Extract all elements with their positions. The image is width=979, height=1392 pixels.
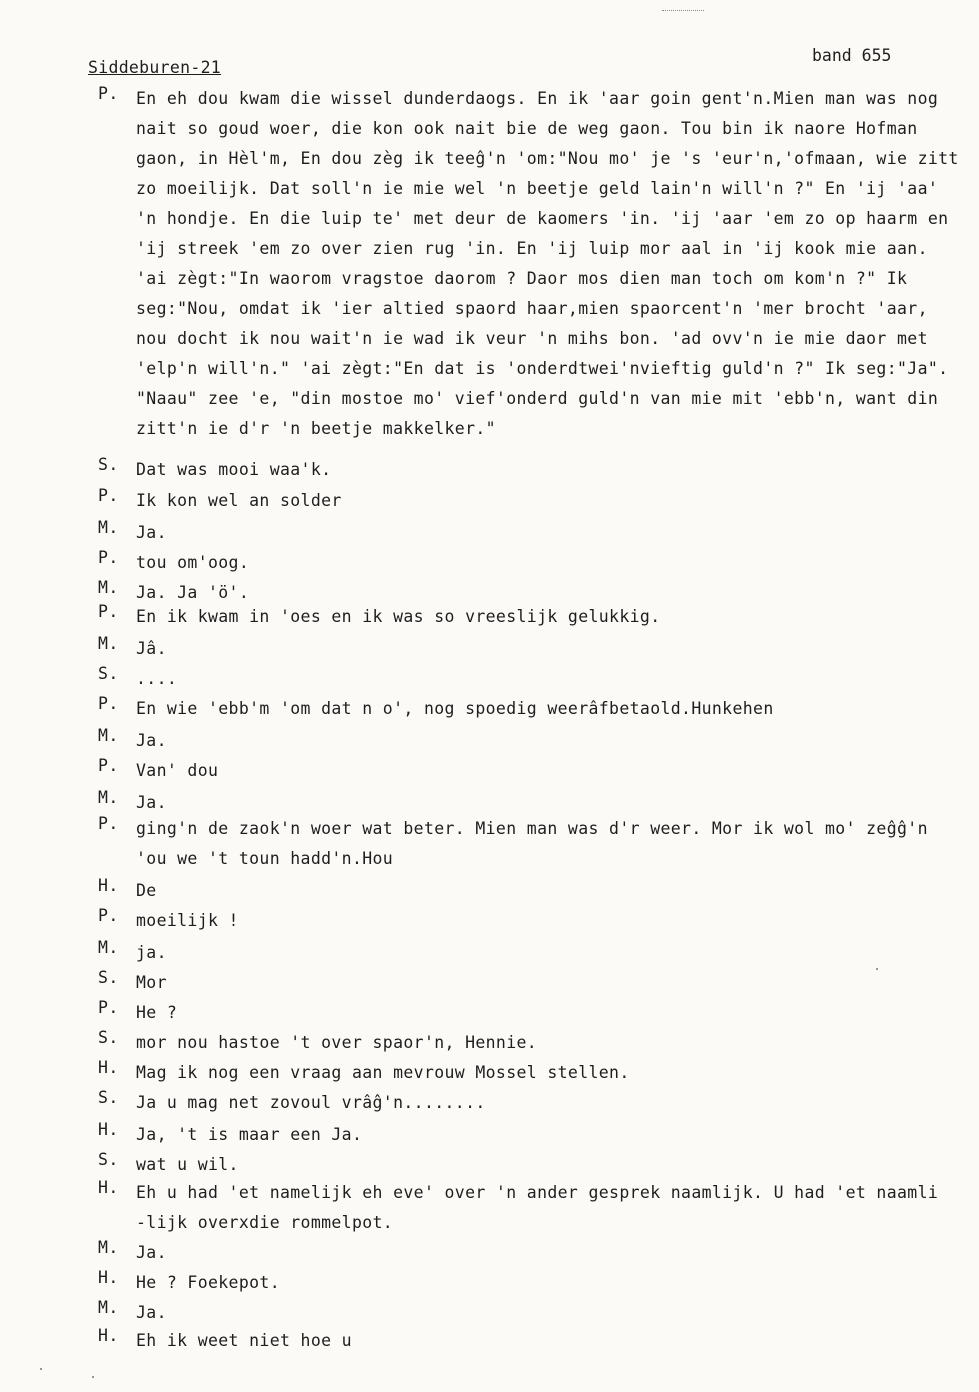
- utterance-line: "Naau" zee 'e, "din mostoe mo' vief'onderd guld'n van mie mit 'ebb'n, want din: [136, 389, 939, 408]
- speaker-label: S.: [98, 664, 119, 683]
- utterance-line: Dat was mooi waa'k.: [136, 460, 332, 479]
- utterance-text: [136, 814, 972, 874]
- utterance-text: [136, 1268, 972, 1298]
- utterance-line: Ja u mag net zovoul vrâĝ'n........: [136, 1093, 486, 1112]
- utterance-line: Ja, 't is maar een Ja.: [136, 1125, 363, 1144]
- speaker-label: M.: [98, 726, 119, 745]
- utterance-text: [136, 1058, 972, 1088]
- utterance-line: Ja.: [136, 523, 167, 542]
- utterance-line: Eh u had 'et namelijk eh eve' over 'n ander gesprek naamlijk. U had 'et naamli: [136, 1183, 939, 1202]
- utterance-line: seg:"Nou, omdat ik 'ier altied spaord haar,mien spaorcent'n 'mer brocht 'aar,: [136, 299, 928, 318]
- utterance-line: ja.: [136, 943, 167, 962]
- paper-speck: [876, 968, 878, 970]
- utterance-text: [136, 634, 972, 664]
- speaker-label: H.: [98, 876, 119, 895]
- utterance-text: [136, 1150, 972, 1180]
- utterance-line: Van' dou: [136, 761, 219, 780]
- speaker-label: H.: [98, 1178, 119, 1197]
- utterance-line: En wie 'ebb'm 'om dat n o', nog spoedig weerâfbetaold.Hunkehen: [136, 699, 774, 718]
- utterance-line: 'ou we 't toun hadd'n.Hou: [136, 849, 394, 868]
- utterance-line: 'n hondje. En die luip te' met deur de kaomers 'in. 'ij 'aar 'em zo op haarm en: [136, 209, 949, 228]
- utterance-line: He ?: [136, 1003, 178, 1022]
- utterance-text: [136, 1238, 972, 1268]
- speaker-label: H.: [98, 1326, 119, 1345]
- utterance-text: [136, 876, 972, 906]
- utterance-line: 'elp'n will'n." 'ai zègt:"En dat is 'onderdtwei'nvieftig guld'n ?" Ik seg:"Ja".: [136, 359, 949, 378]
- utterance-line: Eh ik weet niet hoe u: [136, 1331, 352, 1350]
- utterance-line: ging'n de zaok'n woer wat beter. Mien man was d'r weer. Mor ik wol mo' zeĝĝ'n: [136, 819, 928, 838]
- speaker-label: H.: [98, 1058, 119, 1077]
- speaker-label: S.: [98, 1028, 119, 1047]
- speaker-label: M.: [98, 1238, 119, 1257]
- utterance-line: Jâ.: [136, 639, 167, 658]
- utterance-text: [136, 1326, 972, 1356]
- utterance-text: [136, 455, 972, 485]
- utterance-line: gaon, in Hèl'm, En dou zèg ik teeĝ'n 'om:"Nou mo' je 's 'eur'n,'ofmaan, wie zitt: [136, 149, 959, 168]
- utterance-line: Ja.: [136, 793, 167, 812]
- utterance-line: 'ai zègt:"In waorom vragstoe daorom ? Daor mos dien man toch om kom'n ?" Ik: [136, 269, 908, 288]
- utterance-text: [136, 694, 972, 724]
- utterance-line: mor nou hastoe 't over spaor'n, Hennie.: [136, 1033, 538, 1052]
- document-header-tape-number: band 655: [812, 46, 892, 65]
- utterance-line: -lijk overxdie rommelpot.: [136, 1213, 394, 1232]
- utterance-text: [136, 486, 972, 516]
- speaker-label: P.: [98, 694, 119, 713]
- speaker-label: S.: [98, 1088, 119, 1107]
- utterance-line: nou docht ik nou wait'n ie wad ik veur 'n mihs bon. 'ad ovv'n ie mie daor met: [136, 329, 928, 348]
- utterance-text: [136, 756, 972, 786]
- utterance-line: En eh dou kwam die wissel dunderdaogs. En ik 'aar goin gent'n.Mien man was nog: [136, 89, 939, 108]
- top-edge-mark: [662, 10, 704, 13]
- utterance-text: [136, 518, 972, 548]
- utterance-line: Ja.: [136, 1243, 167, 1262]
- utterance-text: [136, 968, 972, 998]
- utterance-text: [136, 1028, 972, 1058]
- utterance-text: [136, 1088, 972, 1118]
- speaker-label: P.: [98, 486, 119, 505]
- utterance-line: wat u wil.: [136, 1155, 239, 1174]
- speaker-label: M.: [98, 788, 119, 807]
- speaker-label: M.: [98, 938, 119, 957]
- speaker-label: P.: [98, 814, 119, 833]
- utterance-line: 'ij streek 'em zo over zien rug 'in. En 'ij luip mor aal in 'ij kook mie aan.: [136, 239, 928, 258]
- utterance-line: Ja.: [136, 731, 167, 750]
- speaker-label: M.: [98, 518, 119, 537]
- utterance-line: nait so goud woer, die kon ook nait bie de weg gaon. Tou bin ik naore Hofman: [136, 119, 918, 138]
- utterance-text: [136, 84, 972, 444]
- utterance-text: [136, 548, 972, 578]
- utterance-line: zitt'n ie d'r 'n beetje makkelker.": [136, 419, 496, 438]
- utterance-line: De: [136, 881, 157, 900]
- speaker-label: M.: [98, 578, 119, 597]
- utterance-line: tou om'oog.: [136, 553, 250, 572]
- speaker-label: M.: [98, 634, 119, 653]
- speaker-label: S.: [98, 455, 119, 474]
- speaker-label: P.: [98, 84, 119, 103]
- utterance-line: Ja. Ja 'ö'.: [136, 583, 250, 602]
- utterance-line: Ja.: [136, 1303, 167, 1322]
- utterance-line: ....: [136, 669, 178, 688]
- speaker-label: H.: [98, 1120, 119, 1139]
- speaker-label: P.: [98, 906, 119, 925]
- document-header-location: Siddeburen-21: [88, 58, 222, 77]
- utterance-text: [136, 906, 972, 936]
- utterance-text: [136, 938, 972, 968]
- speaker-label: M.: [98, 1298, 119, 1317]
- paper-speck: [40, 1368, 42, 1370]
- utterance-text: [136, 1298, 972, 1328]
- utterance-line: zo moeilijk. Dat soll'n ie mie wel 'n beetje geld lain'n will'n ?" En 'ij 'aa': [136, 179, 939, 198]
- speaker-label: S.: [98, 1150, 119, 1169]
- speaker-label: P.: [98, 998, 119, 1017]
- utterance-text: [136, 664, 972, 694]
- speaker-label: S.: [98, 968, 119, 987]
- speaker-label: P.: [98, 756, 119, 775]
- utterance-text: [136, 726, 972, 756]
- utterance-text: [136, 1120, 972, 1150]
- utterance-text: [136, 998, 972, 1028]
- utterance-line: He ? Foekepot.: [136, 1273, 280, 1292]
- speaker-label: P.: [98, 548, 119, 567]
- speaker-label: H.: [98, 1268, 119, 1287]
- utterance-line: Mag ik nog een vraag aan mevrouw Mossel stellen.: [136, 1063, 630, 1082]
- utterance-line: Ik kon wel an solder: [136, 491, 342, 510]
- utterance-line: moeilijk !: [136, 911, 239, 930]
- utterance-line: En ik kwam in 'oes en ik was so vreeslijk gelukkig.: [136, 607, 661, 626]
- utterance-text: [136, 602, 972, 632]
- utterance-text: [136, 1178, 972, 1238]
- utterance-line: Mor: [136, 973, 167, 992]
- paper-speck: [92, 1376, 94, 1378]
- speaker-label: P.: [98, 602, 119, 621]
